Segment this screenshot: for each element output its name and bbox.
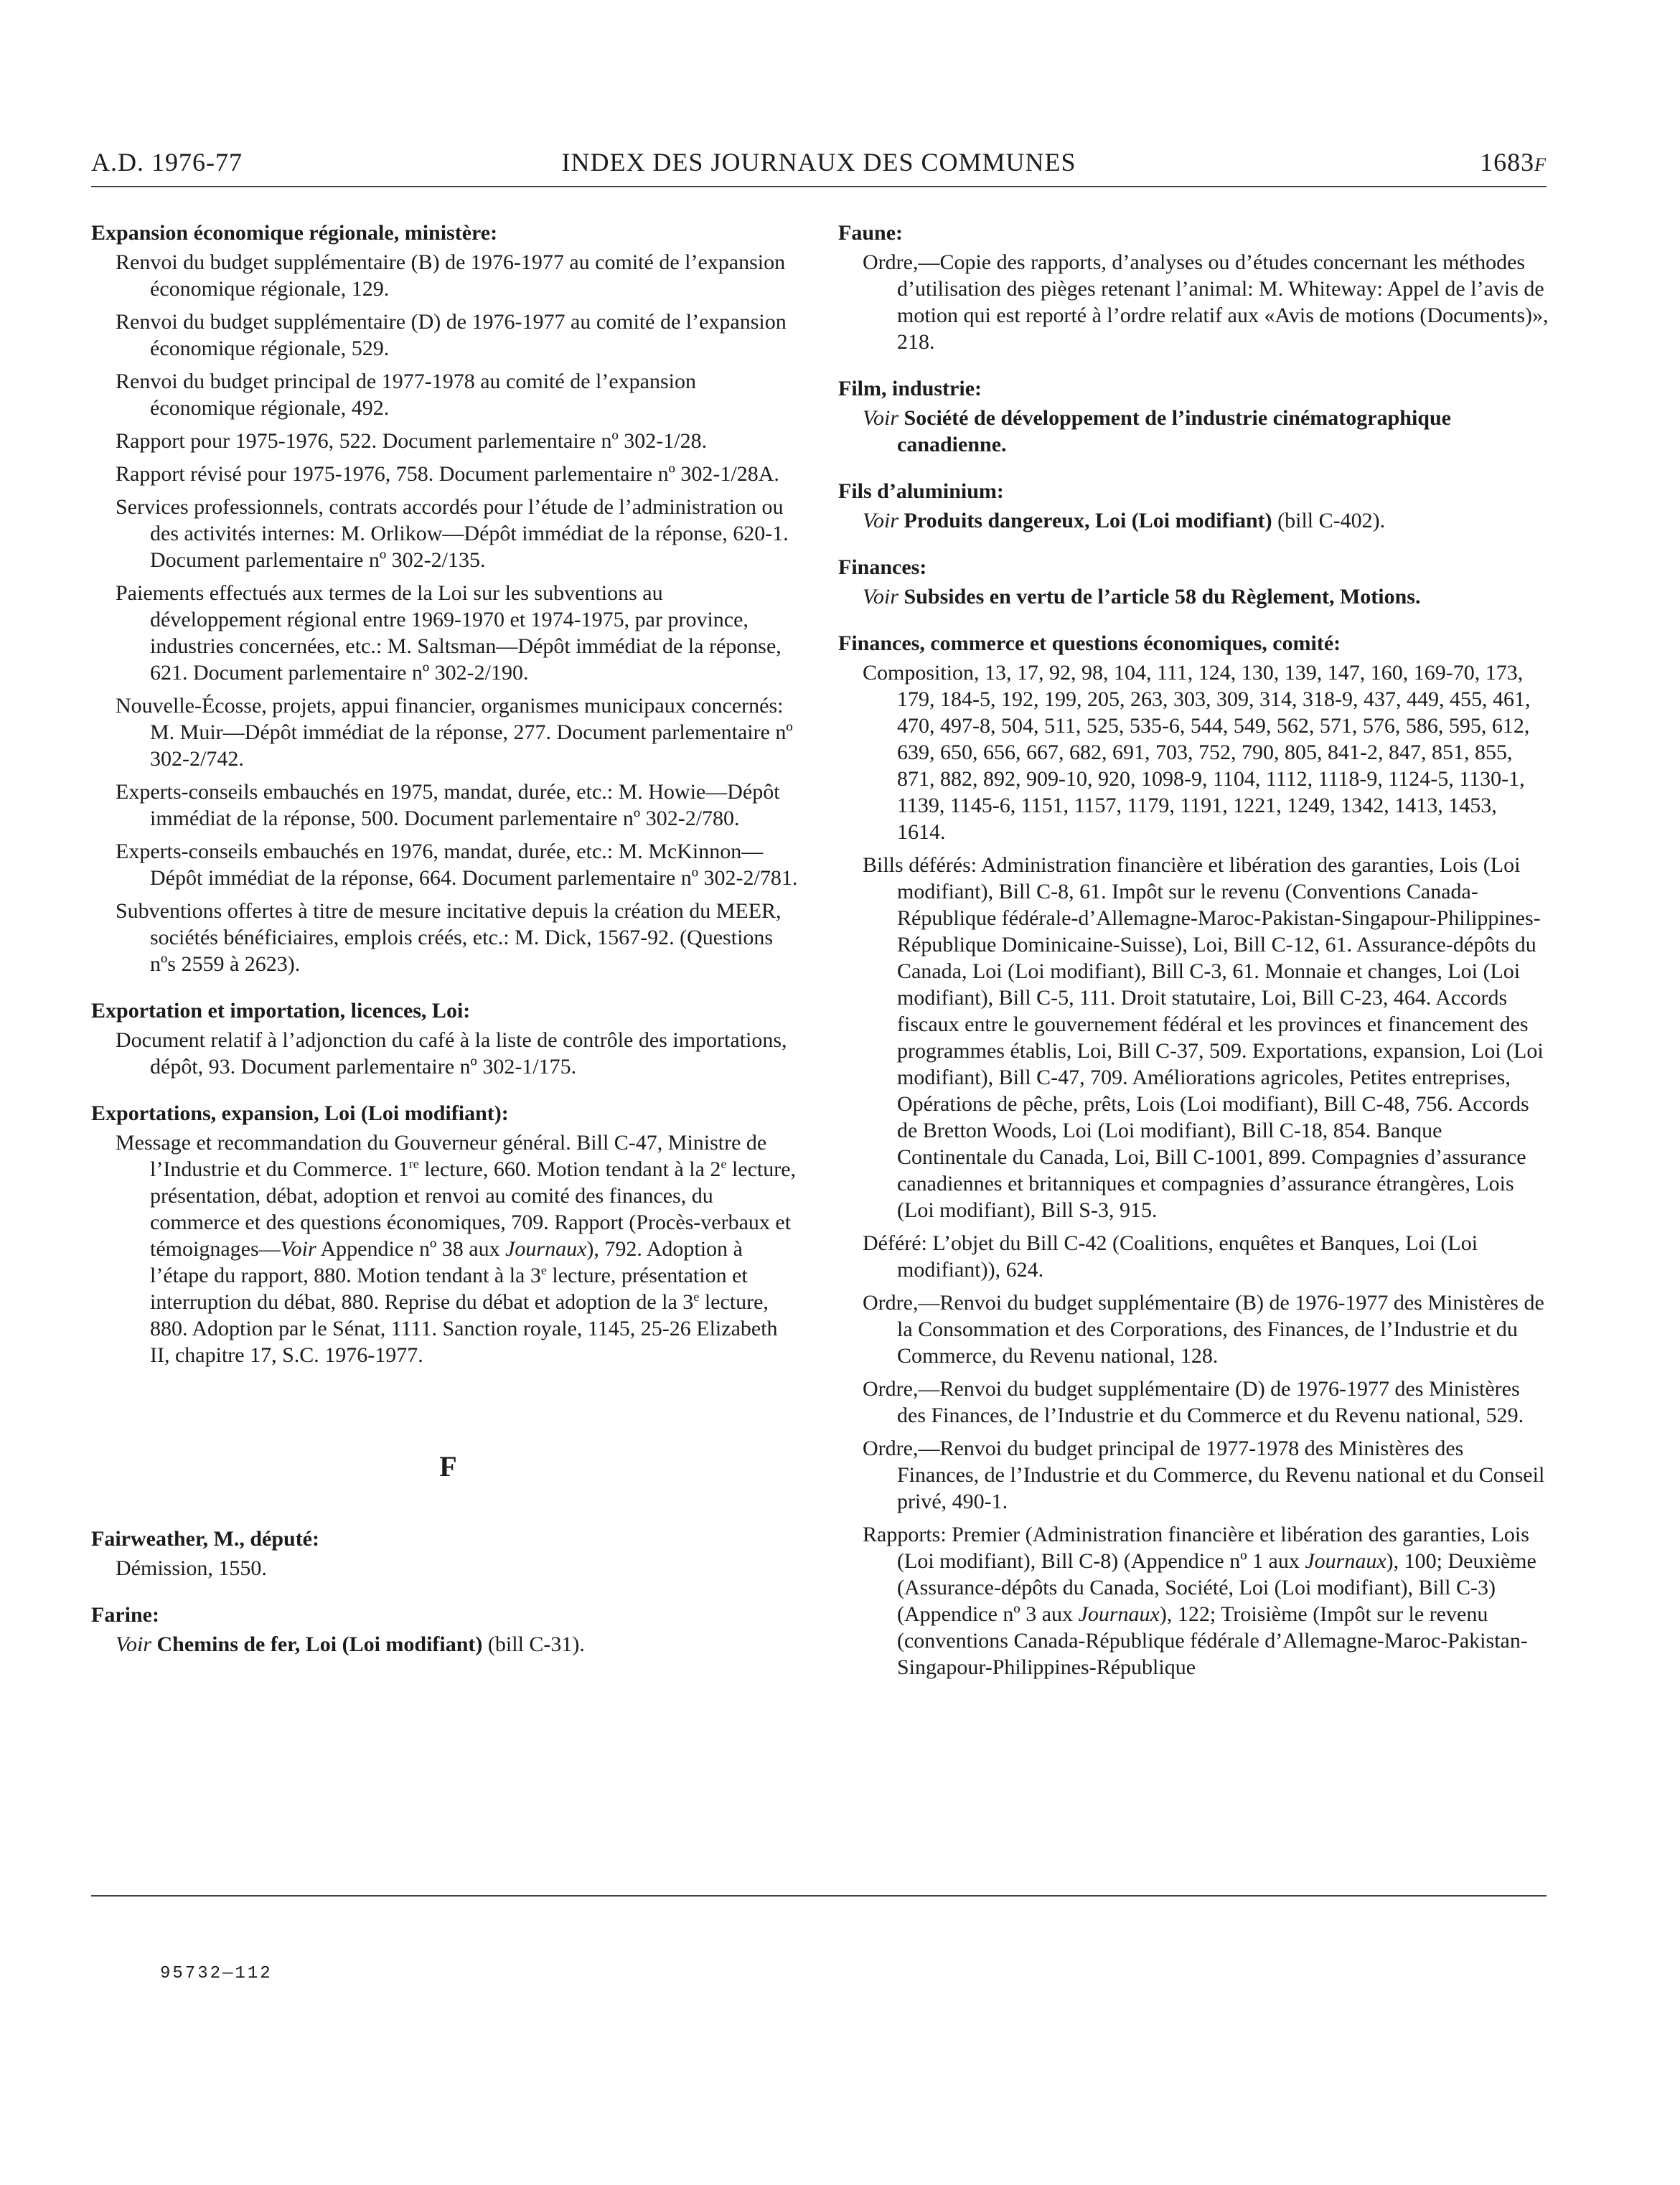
- subentry: Composition, 13, 17, 92, 98, 104, 111, 124, 130, 139, 147, 160, 169-70, 173, 179, 184-5, 192, 199, 205, 263, 303, 309, 314, 318-9, 437, 449, 455, 461, 470, 497-8, 504, 511, 525, 535-6, 544, 549, 562, 571, 576, 586, 595, 612, 639, 650, 656, 667, 682, 691, 703, 752, 790, 805, 841-2, 847, 851, 855, 871, 882, 892, 909-10, 920, 1098-9, 1104, 1112, 1118-9, 1124-5, 1130-1, 1139, 1145-6, 1151, 1157, 1179, 1191, 1221, 1249, 1342, 1413, 1453, 1614.: [863, 661, 1531, 844]
- entry-heading: Farine:: [91, 1603, 159, 1627]
- subentry: Experts-conseils embauchés en 1976, mandat, durée, etc.: M. McKinnon—Dépôt immédiat de la réponse, 664. Document parlementaire nº 302-2/781.: [116, 840, 798, 890]
- section-letter: F: [439, 1450, 457, 1482]
- subentry: Nouvelle-Écosse, projets, appui financier, organismes municipaux concernés: M. Muir—Dépôt immédiat de la réponse, 277. Document parlementaire nº 302-2/742.: [116, 694, 793, 771]
- subentry: Ordre,—Renvoi du budget principal de 1977-1978 des Ministères des Finances, de l’Industrie et du Commerce, du Revenu national et du Conseil privé, 490-1.: [863, 1437, 1545, 1513]
- subentry: Message et recommandation du Gouverneur général. Bill C-47, Ministre de l’Industrie et du Commerce. 1re lecture, 660. Motion tendant à la 2e lecture, présentation, débat, adoption et renvoi au comité des finances, du commerce et des questions économiques, 709. Rapport (Procès-verbaux et témoignages—Voir Appendice nº 38 aux Journaux), 792. Adoption à l’étape du rapport, 880. Motion tendant à la 3e lecture, présentation et interruption du débat, 880. Reprise du débat et adoption de la 3e lecture, 880. Adoption par le Sénat, 1111. Sanction royale, 1145, 25-26 Elizabeth II, chapitre 17, S.C. 1976-1977.: [116, 1131, 797, 1367]
- subentry: Ordre,—Renvoi du budget supplémentaire (B) de 1976-1977 des Ministères de la Consommation et des Corporations, des Finances, de l’Industrie et du Commerce, du Revenu national, 128.: [863, 1291, 1544, 1368]
- header-title: INDEX DES JOURNAUX DES COMMUNES: [561, 148, 1076, 177]
- subentry: Bills déférés: Administration financière et libération des garanties, Lois (Loi modifiant), Bill C-8, 61. Impôt sur le revenu (Conventions Canada-République fédérale-d’Allemagne-Maroc-Pakistan-Singapour-Philippines-République Dominicaine-Suisse), Loi, Bill C-12, 61. Assurance-dépôts du Canada, Loi (Loi modifiant), Bill C-3, 61. Monnaie et changes, Loi (Loi modifiant), Bill C-5, 111. Droit statutaire, Loi, Bill C-23, 464. Accords fiscaux entre le gouvernement fédéral et les provinces et financement des programmes établis, Loi, Bill C-37, 509. Exportations, expansion, Loi (Loi modifiant), Bill C-47, 709. Améliorations agricoles, Petites entreprises, Opérations de pêche, prêts, Lois (Loi modifiant), Bill C-48, 756. Accords de Bretton Woods, Loi (Loi modifiant), Bill C-18, 854. Banque Continentale du Canada, Loi, Bill C-1001, 899. Compagnies d’assurance canadiennes et britanniques et compagnies d’assurance étrangères, Lois (Loi modifiant), Bill S-3, 915.: [863, 853, 1544, 1222]
- cross-reference: Voir Subsides en vertu de l’article 58 du Règlement, Motions.: [863, 585, 1421, 608]
- subentry: Subventions offertes à titre de mesure incitative depuis la création du MEER, sociétés bénéficiaires, emplois créés, etc.: M. Dick, 1567-92. (Questions nºs 2559 à 2623).: [116, 899, 782, 976]
- index-entry-finances: [838, 554, 1549, 610]
- entry-heading: Faune:: [838, 221, 903, 245]
- subentry: Déféré: L’objet du Bill C-42 (Coalitions, enquêtes et Banques, Loi (Loi modifiant)), 624.: [863, 1231, 1478, 1282]
- subentry: Renvoi du budget principal de 1977-1978 au comité de l’expansion économique régionale, 492.: [116, 370, 696, 420]
- cross-reference: Voir Chemins de fer, Loi (Loi modifiant) (bill C-31).: [116, 1632, 585, 1656]
- index-entry-fairweather: [91, 1526, 798, 1582]
- index-entry-exportation-licences: [91, 997, 798, 1080]
- subentry: Document relatif à l’adjonction du café à la liste de contrôle des importations, dépôt, 93. Document parlementaire nº 302-1/175.: [116, 1028, 787, 1079]
- subentry: Rapport pour 1975-1976, 522. Document parlementaire nº 302-1/28.: [116, 429, 708, 453]
- subentry: Renvoi du budget supplémentaire (D) de 1976-1977 au comité de l’expansion économique régionale, 529.: [116, 310, 787, 360]
- index-entry-expansion: [91, 220, 798, 977]
- subentry: Services professionnels, contrats accordés pour l’étude de l’administration ou des activités internes: M. Orlikow—Dépôt immédiat de la réponse, 620-1. Document parlementaire nº 302-2/135.: [116, 495, 789, 572]
- printer-code: 95732—112: [160, 1964, 273, 1983]
- index-entry-fils: [838, 478, 1549, 534]
- header-year: A.D. 1976-77: [91, 148, 243, 177]
- subentry: Rapport révisé pour 1975-1976, 758. Document parlementaire nº 302-1/28A.: [116, 462, 779, 486]
- entry-heading: Film, industrie:: [838, 377, 982, 400]
- index-entry-film: [838, 375, 1549, 458]
- index-entry-comite: [838, 630, 1549, 1681]
- entry-heading: Expansion économique régionale, ministère:: [91, 221, 498, 245]
- cross-reference: Voir Société de développement de l’industrie cinématographique canadienne.: [863, 406, 1451, 456]
- subentry: Renvoi du budget supplémentaire (B) de 1976-1977 au comité de l’expansion économique régionale, 129.: [116, 250, 786, 301]
- cross-reference: Voir Produits dangereux, Loi (Loi modifiant) (bill C-402).: [863, 509, 1386, 532]
- subentry: Rapports: Premier (Administration financière et libération des garanties, Lois (Loi modifiant), Bill C-8) (Appendice nº 1 aux Journaux), 100; Deuxième (Assurance-dépôts du Canada, Société, Loi (Loi modifiant), Bill C-3) (Appendice nº 3 aux Journaux), 122; Troisième (Impôt sur le revenu (conventions Canada-République fédérale d’Allemagne-Maroc-Pakistan-Singapour-Philippines-République: [863, 1523, 1536, 1679]
- entry-heading: Fils d’aluminium:: [838, 479, 1004, 503]
- index-entry-exportations-expansion: [91, 1100, 798, 1368]
- entry-heading: Finances, commerce et questions économiques, comité:: [838, 631, 1341, 655]
- footer-rule: [91, 1895, 1547, 1897]
- right-column: [838, 220, 1549, 1701]
- entry-heading: Finances:: [838, 555, 927, 579]
- entry-heading: Exportations, expansion, Loi (Loi modifiant):: [91, 1101, 509, 1125]
- subentry: Démission, 1550.: [116, 1556, 267, 1580]
- running-header: [91, 146, 1547, 187]
- entry-heading: Exportation et importation, licences, Loi:: [91, 999, 471, 1023]
- index-entry-farine: [91, 1602, 798, 1658]
- subentry: Paiements effectués aux termes de la Loi sur les subventions au développement régional entre 1969-1970 et 1974-1975, par province, industries concernées, etc.: M. Saltsman—Dépôt immédiat de la réponse, 621. Document parlementaire nº 302-2/190.: [116, 581, 782, 685]
- entry-heading: Fairweather, M., député:: [91, 1527, 319, 1551]
- page-number: 1683F: [1480, 148, 1547, 177]
- subentry: Experts-conseils embauchés en 1975, mandat, durée, etc.: M. Howie—Dépôt immédiat de la réponse, 500. Document parlementaire nº 302-2/780.: [116, 780, 780, 830]
- index-entry-faune: [838, 220, 1549, 355]
- subentry: Ordre,—Renvoi du budget supplémentaire (D) de 1976-1977 des Ministères des Finances, de l’Industrie et du Commerce et du Revenu national, 529.: [863, 1377, 1524, 1427]
- subentry: Ordre,—Copie des rapports, d’analyses ou d’études concernant les méthodes d’utilisation des pièges retenant l’animal: M. Whiteway: Appel de l’avis de motion qui est reporté à l’ordre relatif aux «Avis de motions (Documents)», 218.: [863, 250, 1549, 354]
- left-column: [91, 220, 798, 1678]
